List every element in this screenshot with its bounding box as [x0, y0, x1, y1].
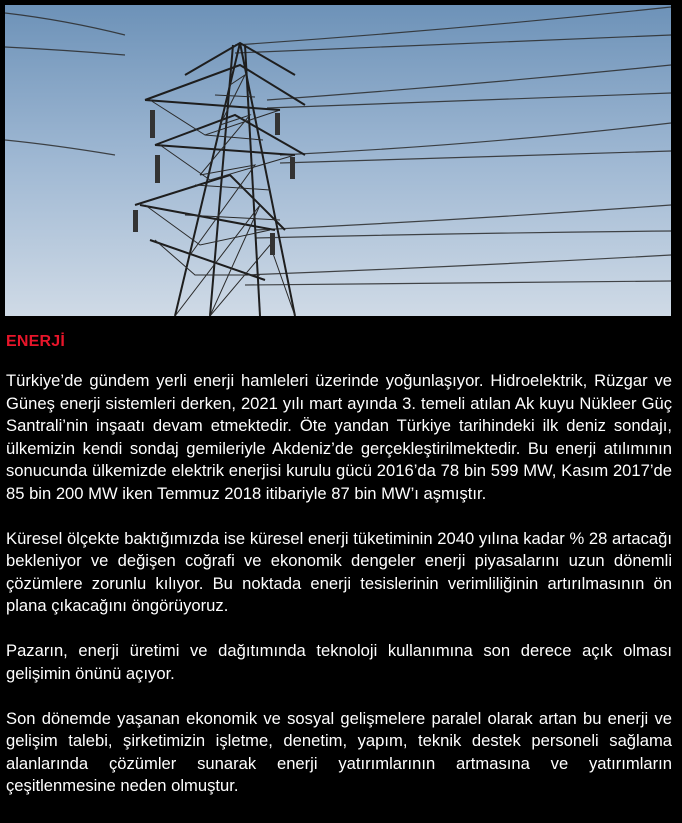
article-body: [6, 370, 672, 798]
power-tower-illustration: [5, 5, 671, 316]
hero-image: [5, 5, 671, 316]
paragraph: Türkiye’de gündem yerli enerji hamleleri üzerinde yoğunlaşıyor. Hidroelektrik, Rüzgar ve Güneş enerji sistemleri derken, 2021 yılı mart ayında 3. temeli atılan Ak kuyu Nükleer Güç Santrali’nin inşaatı devam etmektedir. Öte yandan Türkiye tarihindeki ilk deniz sondajı, ülkemizin kendi sondaj gemileriyle Akdeniz’de gerçekleştirilmektedir. Bu enerji atılımının sonucunda ülkemizde elektrik enerjisi kurulu gücü 2016’da 78 bin 599 MW, Kasım 2017’de 85 bin 200 MW iken Temmuz 2018 itibariyle 87 bin MW’ı aşmıştır.: [6, 371, 672, 503]
paragraph: Küresel ölçekte baktığımızda ise küresel enerji tüketiminin 2040 yılına kadar % 28 artacağı bekleniyor ve değişen coğrafi ve ekonomik dengeler enerji piyasalarını uzun dönemli çözümlere zorunlu kılıyor. Bu noktada enerji tesislerinin verimliliğinin artırılmasının ön plana çıkacağını öngörüyoruz.: [6, 528, 672, 615]
section-heading: ENERJİ: [6, 333, 65, 350]
paragraph: Pazarın, enerji üretimi ve dağıtımında teknoloji kullanımına son derece açık olması gelişimin önünü açıyor.: [6, 641, 672, 683]
paragraph: Son dönemde yaşanan ekonomik ve sosyal gelişmelere paralel olarak artan bu enerji ve gelişim talebi, şirketimizin işletme, denetim, yapım, teknik destek personeli sağlama alanlarında çözümler sunarak enerji yatırımlarının artmasına ve yatırımların çeşitlenmesine neden olmuştur.: [6, 708, 672, 795]
